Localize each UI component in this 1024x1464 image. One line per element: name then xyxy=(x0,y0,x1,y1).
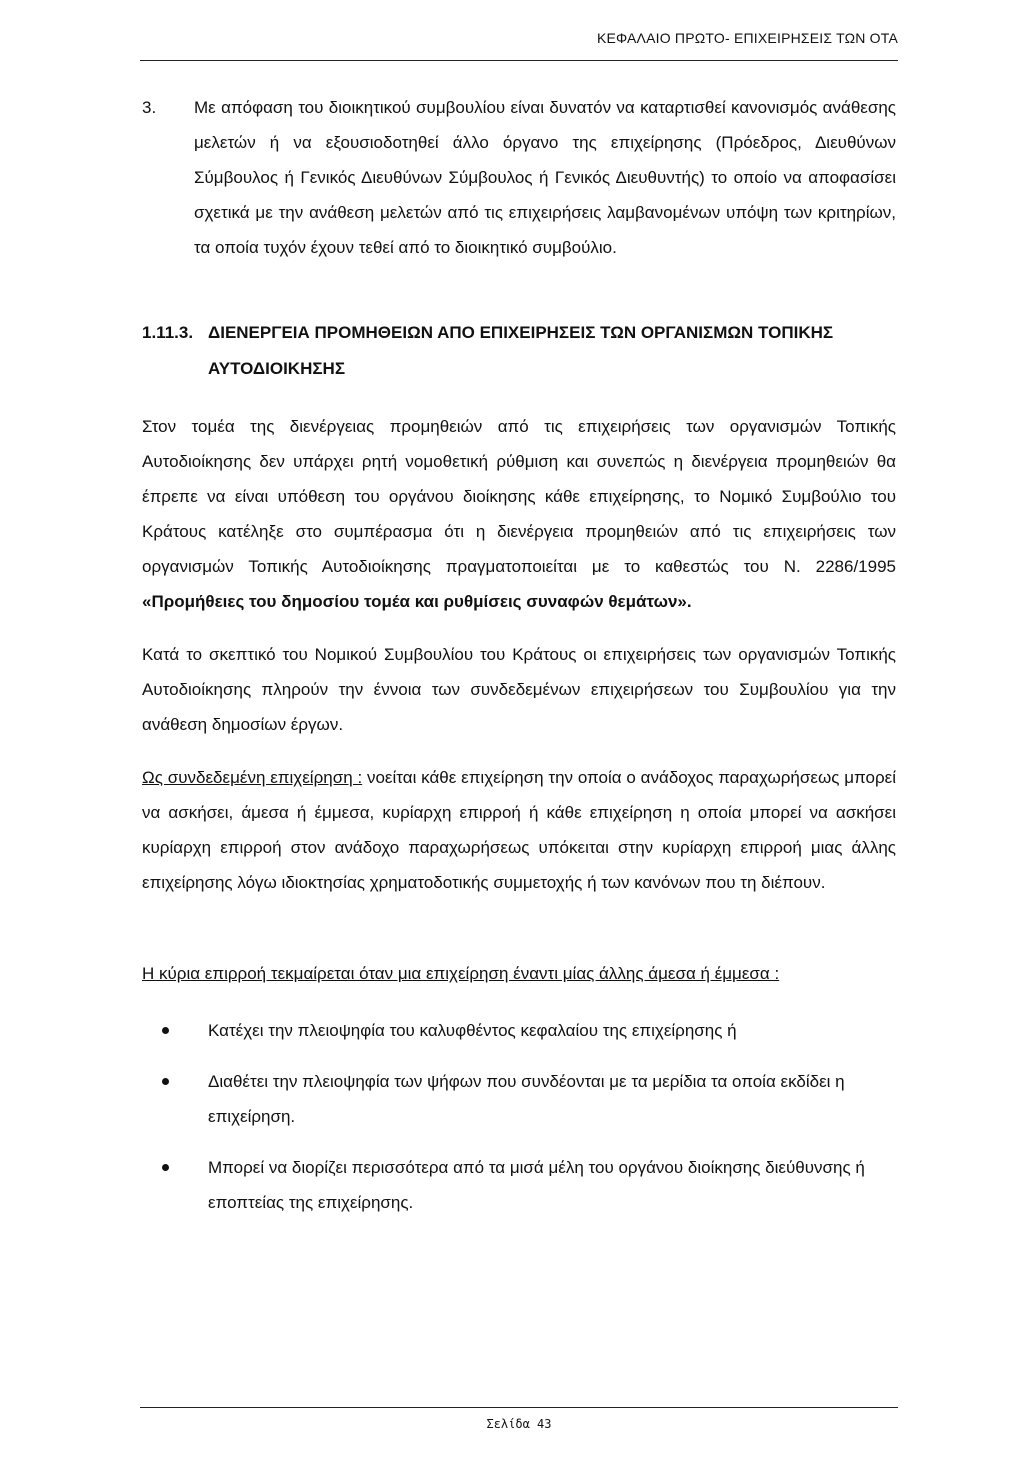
footer-divider xyxy=(140,1407,898,1408)
definition-text: νοείται κάθε επιχείρηση την οποία ο ανάδοχος παραχωρήσεως μπορεί να ασκήσει, άμεσα ή έμμεσα, κυρίαρχη επιρροή ή κάθε επιχείρηση η οποία μπορεί να ασκήσει κυρίαρχη επιρροή στον ανάδοχο παραχωρήσεως υπόκειται στην κυρίαρχη επιρροή μιας άλλης επιχείρησης λόγω ιδιοκτησίας χρηματοδοτικής συμμετοχής ή των κανόνων που τη διέπουν. xyxy=(142,768,896,892)
influence-heading: Η κύρια επιρροή τεκμαίρεται όταν μια επιχείρηση έναντι μίας άλλης άμεσα ή έμμεσα : xyxy=(142,964,780,983)
bullet-icon xyxy=(162,1164,169,1171)
running-header: ΚΕΦΑΛΑΙΟ ΠΡΩΤΟ- ΕΠΙΧΕΙΡΗΣΕΙΣ ΤΩΝ ΟΤΑ xyxy=(596,30,898,46)
page-number: Σελίδα 43 xyxy=(486,1417,552,1431)
law-title: «Προμήθειες του δημοσίου τομέα και ρυθμίσεις συναφών θεμάτων». xyxy=(142,592,692,611)
list-item-text: Μπορεί να διορίζει περισσότερα από τα μισά μέλη του οργάνου διοίκησης διεύθυνσης ή εποπτείας της επιχείρησης. xyxy=(208,1158,865,1212)
item-number: 3. xyxy=(142,98,157,117)
numbered-item-3 xyxy=(142,90,896,265)
page-body xyxy=(142,90,896,1236)
influence-list xyxy=(142,1013,896,1220)
list-item xyxy=(142,1150,896,1220)
list-item-text: Διαθέτει την πλειοψηφία των ψήφων που συνδέονται με τα μερίδια τα οποία εκδίδει η επιχείρηση. xyxy=(208,1072,845,1126)
section-number: 1.11.3. xyxy=(142,323,194,342)
list-item xyxy=(142,1013,896,1048)
definition-term: Ως συνδεδεμένη επιχείρηση : xyxy=(142,768,363,787)
list-item-text: Κατέχει την πλειοψηφία του καλυφθέντος κεφαλαίου της επιχείρησης ή xyxy=(208,1021,737,1040)
list-item xyxy=(142,1064,896,1134)
item-text: Με απόφαση του διοικητικού συμβουλίου είναι δυνατόν να καταρτισθεί κανονισμός ανάθεσης μελετών ή να εξουσιοδοτηθεί άλλο όργανο της επιχείρησης (Πρόεδρος, Διευθύνων Σύμβουλος ή Γενικός Διευθύνων Σύμβουλος ή Γενικός Διευθυντής) το οποίο να αποφασίσει σχετικά με την ανάθεση μελετών από τις επιχειρήσεις λαμβανομένων υπόψη των κριτηρίων, τα οποία τυχόν έχουν τεθεί από το διοικητικό συμβούλιο. xyxy=(194,98,896,257)
bullet-icon xyxy=(162,1027,169,1034)
section-title: ΔΙΕΝΕΡΓΕΙΑ ΠΡΟΜΗΘΕΙΩΝ ΑΠΟ ΕΠΙΧΕΙΡΗΣΕΙΣ ΤΩΝ ΟΡΓΑΝΙΣΜΩΝ ΤΟΠΙΚΗΣ ΑΥΤΟΔΙΟΙΚΗΣΗΣ xyxy=(208,323,834,378)
paragraph-procurement-text: Στον τομέα της διενέργειας προμηθειών από τις επιχειρήσεις των οργανισμών Τοπικής Αυτοδιοίκησης δεν υπάρχει ρητή νομοθετική ρύθμιση και συνεπώς η διενέργεια προμηθειών θα έπρεπε να είναι υπόθεση του οργάνου διοίκησης κάθε επιχείρησης, το Νομικό Συμβούλιο του Κράτους κατέληξε στο συμπέρασμα ότι η διενέργεια προμηθειών από τις επιχειρήσεις των οργανισμών Τοπικής Αυτοδιοίκησης πραγματοποιείται με το καθεστώς του Ν. 2286/1995 xyxy=(142,417,896,576)
section-heading xyxy=(142,315,896,387)
paragraph-council-view: Κατά το σκεπτικό του Νομικού Συμβουλίου του Κράτους οι επιχειρήσεις των οργανισμών Τοπικής Αυτοδιοίκησης πληρούν την έννοια των συνδεδεμένων επιχειρήσεων του Συμβουλίου για την ανάθεση δημοσίων έργων. xyxy=(142,645,896,734)
bullet-icon xyxy=(162,1078,169,1085)
paragraph-definition xyxy=(142,760,896,900)
paragraph-procurement xyxy=(142,409,896,619)
header-divider xyxy=(140,60,898,61)
